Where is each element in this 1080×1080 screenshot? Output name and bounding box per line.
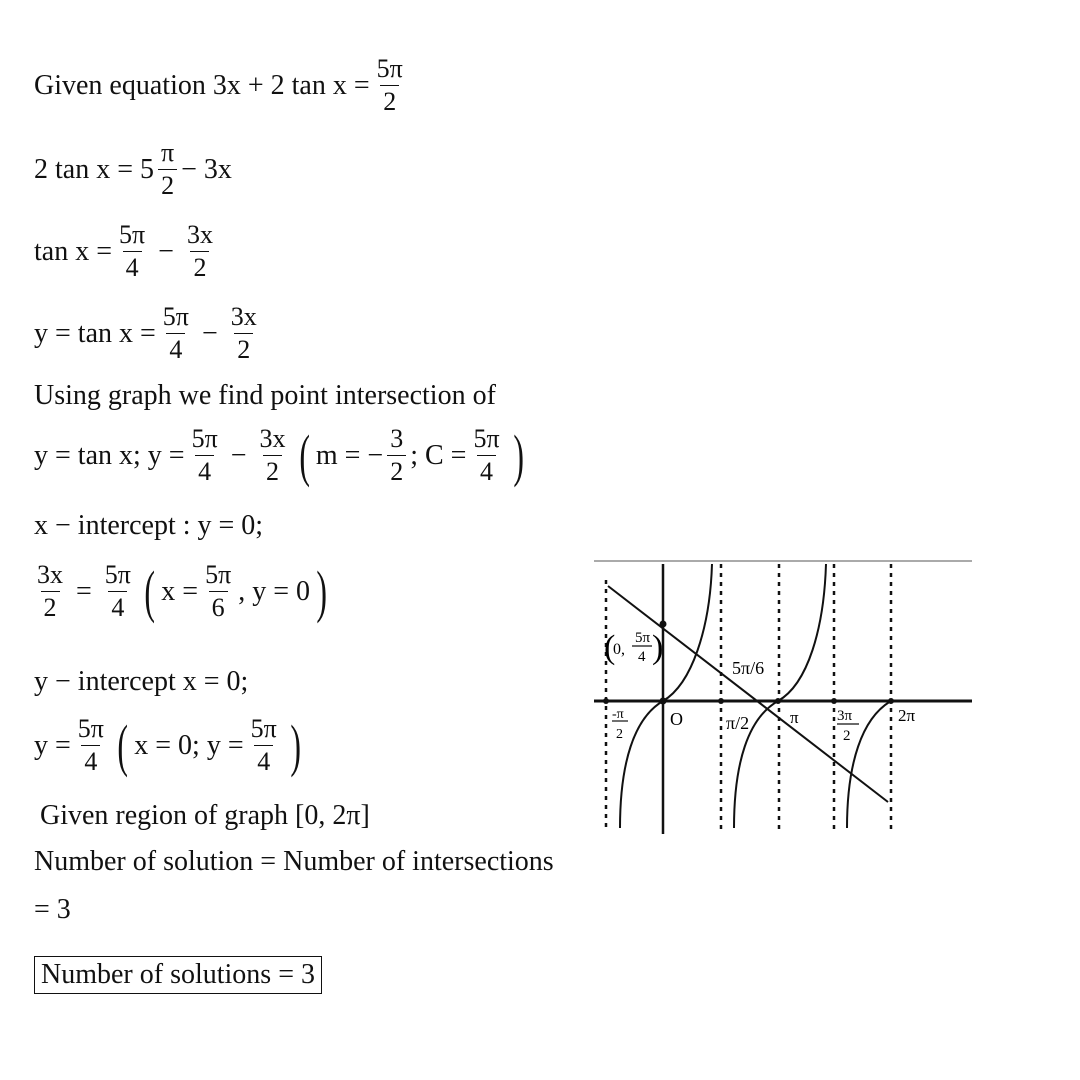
step-y-text: y = tan x = (34, 317, 156, 349)
step-2tanx-text: 2 tan x = 5 (34, 153, 154, 185)
step-y-equals (34, 304, 264, 363)
fraction-5pi-over-4: $\frac{5\pi}{4}$ (250, 714, 277, 776)
x-intercept-text: x − intercept : y = 0; (34, 510, 264, 541)
solution-count-text: Number of solution = Number of intersections (34, 846, 554, 877)
tan-branch-1 (620, 564, 712, 828)
step-intersection (34, 422, 530, 488)
fraction-3x-over-2: $\frac{3x}{2}$ (230, 302, 257, 364)
fraction-5pi-over-4: $\frac{5\pi}{4}$ (162, 302, 189, 364)
answer-box (34, 956, 322, 994)
slope-label: m = − (315, 439, 384, 471)
x-label: x = (161, 575, 199, 607)
step-2tanx-suffix: − 3x (181, 153, 232, 185)
close-paren: ) (290, 712, 301, 778)
step-2tanx (34, 140, 232, 199)
fraction-5pi-over-2: $\frac{5\pi}{2}$ (376, 54, 403, 116)
tick-pi: π (790, 708, 799, 727)
fraction-5pi-over-6: $\frac{5\pi}{6}$ (205, 560, 232, 622)
fraction-3x-over-2: $\frac{3x}{2}$ (186, 220, 213, 282)
y-intercept-text: y − intercept x = 0; (34, 666, 249, 697)
close-paren: ) (512, 422, 524, 488)
tick-neg-half-pi-num: -π (612, 707, 624, 722)
intercept-point-y (660, 621, 667, 628)
using-graph-text: Using graph we find point intersection of (34, 380, 496, 411)
y-part: , y = 0 (238, 575, 310, 607)
open-paren: ( (298, 422, 310, 488)
step-tanx-text: tan x = (34, 235, 112, 267)
root-label: 5π/6 (732, 658, 765, 678)
fraction-5pi-over-4: $\frac{5\pi}{4}$ (191, 424, 218, 486)
fraction-5pi-over-4: $\frac{5\pi}{4}$ (77, 714, 104, 776)
given-equation (34, 56, 410, 115)
open-paren: ( (117, 712, 128, 778)
tan-branch-3 (847, 701, 891, 828)
tick-dot-two-pi (888, 698, 894, 704)
tick-three-half-pi-den: 2 (843, 728, 851, 744)
minus-sign: − (201, 317, 218, 349)
minus-sign: − (230, 439, 247, 471)
fraction-5pi-over-4: $\frac{5\pi}{4}$ (104, 560, 131, 622)
tick-dot-pi (775, 698, 781, 704)
step-y-intercept (34, 712, 307, 778)
point-label-close: ) (652, 629, 664, 666)
step-x-intercept (34, 558, 333, 624)
tick-dot-half-pi (718, 698, 724, 704)
equals-three-text: = 3 (34, 894, 71, 925)
fraction-3x-over-2: $\frac{3x}{2}$ (37, 560, 63, 622)
region-text: Given region of graph [0, 2π] (40, 800, 370, 831)
answer-text: Number of solutions = 3 (34, 956, 322, 994)
origin-label: O (670, 709, 683, 729)
point-label-num: 5π (635, 630, 651, 646)
step-y-intercept-text: y = (34, 729, 71, 761)
tick-two-pi: 2π (898, 706, 916, 725)
tick-dot-three-half-pi (831, 698, 837, 704)
inner-text: x = 0; y = (134, 729, 244, 761)
origin-dot (660, 698, 667, 705)
fraction-3x-over-2: $\frac{3x}{2}$ (259, 424, 286, 486)
point-label-den: 4 (638, 649, 646, 665)
open-paren: ( (144, 558, 155, 624)
fraction-3-over-2: $\frac{3}{2}$ (387, 426, 406, 485)
line-y-5pi4-minus-3x2 (608, 586, 888, 802)
equals-sign: = (76, 575, 92, 607)
minus-sign: − (158, 235, 174, 267)
fraction-pi-over-2: $\frac{\pi}{2}$ (158, 140, 177, 199)
step-tanx (34, 222, 220, 281)
step-intersection-text: y = tan x; y = (34, 439, 185, 471)
tick-half-pi: π/2 (726, 713, 750, 733)
fraction-5pi-over-4: $\frac{5\pi}{4}$ (119, 220, 146, 282)
tan-graph (594, 558, 974, 834)
tick-neg-half-pi-den: 2 (616, 727, 623, 742)
tick-dot-neg-half-pi (603, 698, 609, 704)
tick-three-half-pi-num: 3π (837, 708, 853, 724)
given-equation-text: Given equation 3x + 2 tan x = (34, 69, 370, 101)
fraction-5pi-over-4: $\frac{5\pi}{4}$ (473, 424, 500, 486)
point-label-open: ( (604, 629, 616, 666)
intercept-label: ; C = (410, 439, 467, 471)
point-label-pre: 0, (613, 641, 625, 658)
close-paren: ) (316, 558, 327, 624)
